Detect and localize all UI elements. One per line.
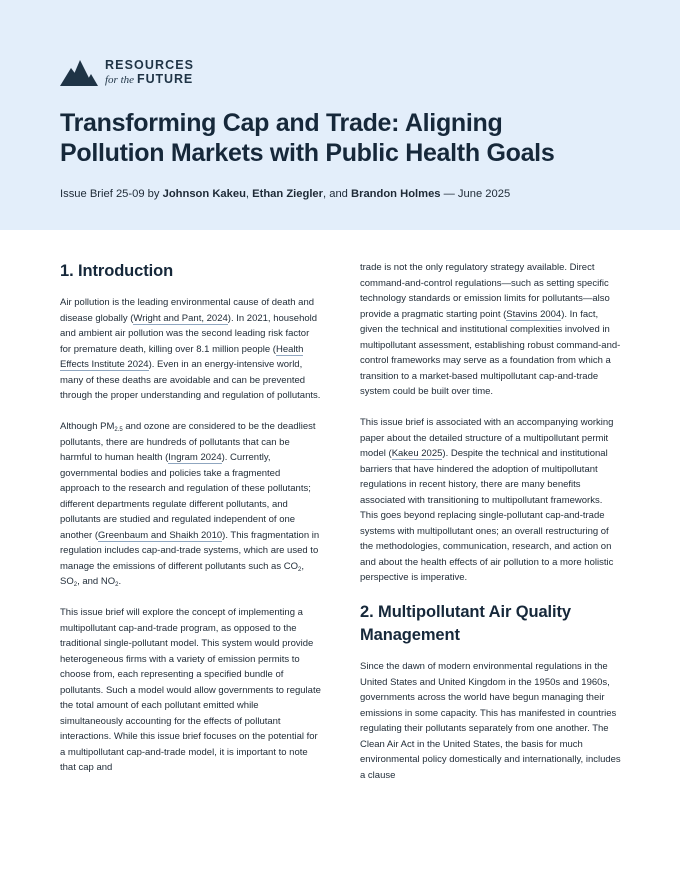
right-column xyxy=(360,260,622,799)
section-heading-multipollutant: 2. Multipollutant Air Quality Management xyxy=(360,603,571,644)
title-line-2: Pollution Markets with Public Health Goals xyxy=(60,139,555,167)
logo-text-future xyxy=(105,72,193,87)
citation-link-stavins[interactable]: Stavins 2004 xyxy=(506,308,562,320)
text-run: . xyxy=(118,576,122,587)
paragraph-5 xyxy=(360,659,622,783)
citation-link-kakeu[interactable]: Kakeu 2025 xyxy=(391,448,443,459)
logo-text-resources: RESOURCES xyxy=(105,58,195,72)
byline xyxy=(60,187,510,201)
text-run: Since the dawn of modern environmental regulations in the United States and United Kingdom in the 1950s and 1960s, governments across the world have begun managing their emissions in some capacity. This has manifested in countries regulating their pollutants separately from one another. The Clean Air Act in the United States, the basis for much environmental policy domestically and internationally, includes a clause xyxy=(360,661,621,781)
text-run: , and NO xyxy=(77,576,116,587)
citation-link-ingram[interactable]: Ingram 2024 xyxy=(168,452,222,463)
left-column xyxy=(60,260,322,791)
byline-prefix: Issue Brief 25-09 by xyxy=(60,188,163,200)
subscript: 2 xyxy=(73,582,78,588)
title-line-1: Transforming Cap and Trade: Aligning xyxy=(60,109,503,137)
text-run: ). In fact, given the technical and institutional complexities involved in multipollutant assessment, establishing robust command-and-control frameworks may serve as a foundation from which a transition to a market-based multipollutant cap-and-trade system could be built over time. xyxy=(360,308,621,397)
byline-separator: , and xyxy=(323,188,352,200)
subscript: 2.5 xyxy=(114,427,123,433)
byline-date: — June 2025 xyxy=(440,188,511,200)
paragraph-4 xyxy=(360,415,622,586)
subscript: 2 xyxy=(297,566,302,573)
author-kakeu[interactable]: Johnson Kakeu xyxy=(162,188,246,200)
text-run: ). Even in an energy-intensive world, many of these deaths are avoidable and can be prevented through the proper understanding and regulation of pollutants. xyxy=(60,359,321,401)
rff-logo[interactable] xyxy=(60,57,220,89)
text-run: ). Despite the technical and institutional barriers that have hindered the adoption of multipollutant regulations in recent history, there are many benefits associated with transitioning to multipollutant frameworks. This goes beyond replacing single-pollutant cap-and-trade systems with multipollutant ones; an overall restructuring of the methodologies, communication, research, and action on and about the health effects of air pollution to a more holistic perspective is imperative. xyxy=(360,448,614,583)
text-run: trade is not the only regulatory strategy available. Direct command-and-control regulations—such as setting specific technology standards or emission limits for pollutants—also provide a pragmatic starting point ( xyxy=(360,262,610,320)
byline-separator: , xyxy=(245,188,253,200)
author-ziegler[interactable]: Ethan Ziegler xyxy=(252,188,324,200)
citation-link-greenbaum-shaikh[interactable]: Greenbaum and Shaikh 2010 xyxy=(98,529,223,541)
subscript: 2 xyxy=(115,582,119,588)
header-banner xyxy=(0,0,680,230)
logo-text-for-the: for the xyxy=(105,74,135,86)
paragraph-1 xyxy=(60,295,322,404)
citation-link-hei[interactable]: Health Effects Institute 2024 xyxy=(60,343,304,370)
citation-link-wright-pant[interactable]: Wright and Pant, 2024 xyxy=(133,312,228,324)
logo-text-future-word: FUTURE xyxy=(137,72,194,86)
text-run: This issue brief will explore the concept of implementing a multipollutant cap-and-trade program, as opposed to the traditional single-pollutant model. This system would provide heterogeneous firms with a variety of emission permits to choose from, each representing a specified bundle of pollutants. Such a model would allow governments to regulate the total amount of each pollutant emitted while simultaneously accounting for the effects of pollutant interactions. While this issue brief focuses on the potential for a multipollutant cap-and-trade model, it is important to note that cap and xyxy=(60,607,321,773)
paragraph-3 xyxy=(60,605,322,776)
mountain-logo-icon xyxy=(60,60,100,86)
text-run: ). This fragmentation in regulation includes cap-and-trade systems, which are used to manage the emissions of different pollutants such as CO xyxy=(60,529,320,572)
text-run: Although PM xyxy=(60,421,115,432)
text-run: Air pollution is the leading environmental cause of death and disease globally ( xyxy=(60,297,315,324)
paragraph-2 xyxy=(60,419,322,590)
text-run: This issue brief is associated with an accompanying working paper about the detailed structure of a multipollutant permit model ( xyxy=(360,417,614,459)
page-title xyxy=(60,108,620,168)
text-run: and ozone are considered to be the deadliest pollutants, there are hundreds of pollutants that can be harmful to human health ( xyxy=(60,421,316,463)
author-holmes[interactable]: Brandon Holmes xyxy=(351,188,441,200)
text-run: ). In 2021, household and ambient air pollution was the second leading risk factor for premature death, killing over 8.1 million people ( xyxy=(60,312,318,355)
text-run: ). Currently, governmental bodies and policies take a fragmented approach to the research and regulation of these pollutants; different departments regulate different pollutants, and pollutants are studied and regulated independent of one another ( xyxy=(60,452,311,541)
section-heading-introduction: 1. Introduction xyxy=(60,262,174,280)
text-run: , SO xyxy=(60,560,304,587)
paragraph-3-continued xyxy=(360,260,622,400)
